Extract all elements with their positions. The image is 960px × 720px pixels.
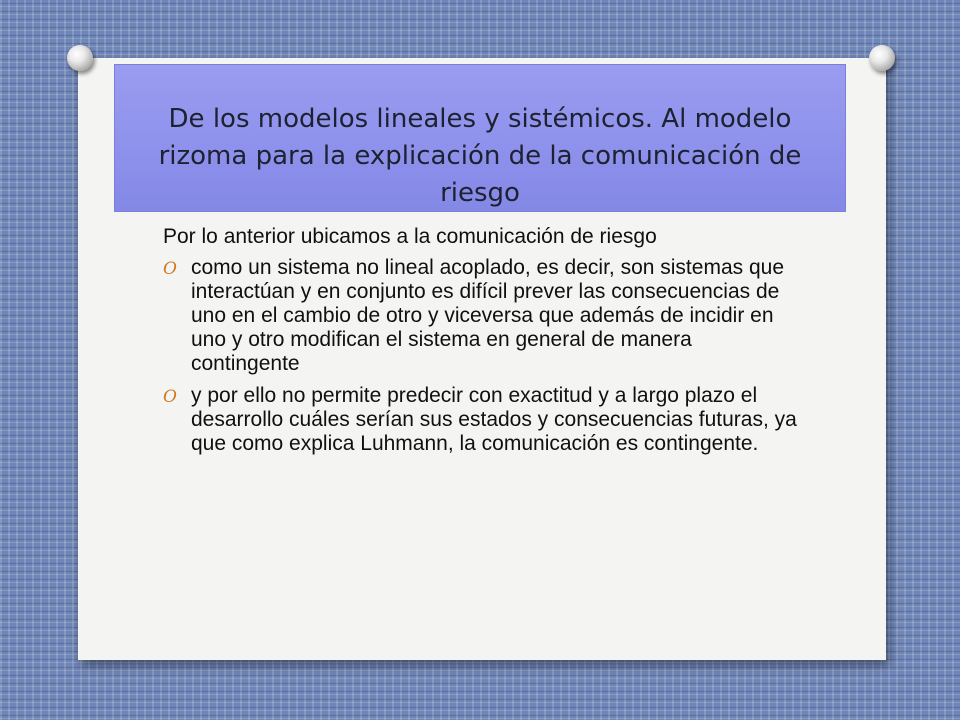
bullet-text: como un sistema no lineal acoplado, es decir, son sistemas que interactúan y en conjunto es difícil prever las consecuencias de uno en el cambio de otro y viceversa que además de incidir en uno y otro modifican el sistema en general de manera contingente [191, 256, 784, 375]
slide-content [163, 224, 803, 464]
pushpin-icon [67, 45, 93, 71]
title-box [114, 64, 846, 212]
intro-text: Por lo anterior ubicamos a la comunicación de riesgo [163, 225, 657, 248]
slide-title: De los modelos lineales y sistémicos. Al modelo rizoma para la explicación de la comunicación de riesgo [158, 104, 802, 208]
bullet-text: y por ello no permite predecir con exactitud y a largo plazo el desarrollo cuáles serían sus estados y consecuencias futuras, ya que como explica Luhmann, la comunicación es contingente. [191, 384, 797, 455]
bullet-item [163, 256, 803, 376]
bullet-icon: O [163, 387, 177, 407]
bullet-item [163, 384, 803, 456]
bullet-icon: O [163, 259, 177, 279]
pushpin-icon [869, 45, 895, 71]
